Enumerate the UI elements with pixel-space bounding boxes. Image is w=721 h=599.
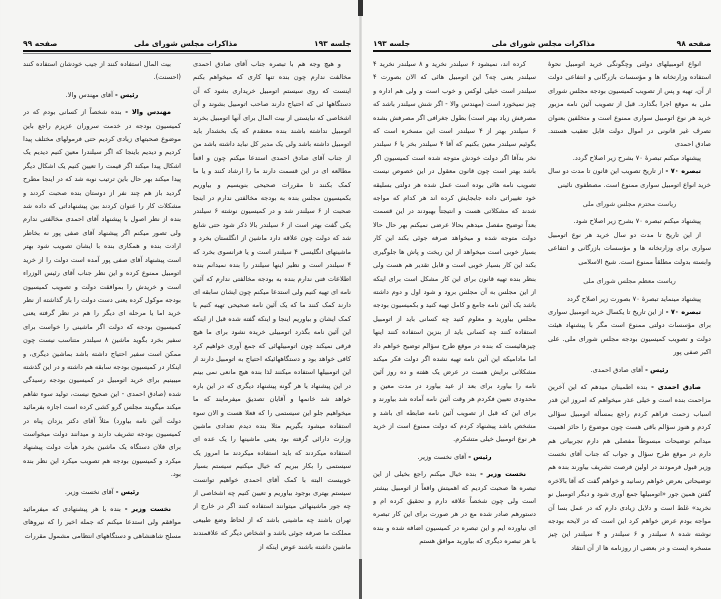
speech-lead: صادق احمدی - [651,382,701,391]
body-paragraph: پیشنهاد میکنم تبصرهٔ ۷۰ بشرح زیر اصلاح گردد. [572,153,701,162]
column-left [373,58,536,559]
speaker-name: رئیس - [115,90,139,99]
text-columns [373,58,711,559]
speaker-call-text: آقای مهندس والا. [65,90,113,99]
speech-text: بنده اطمینان میدهم که این آخرین مزاحمت بنده است و خیلی عذر میخواهم که امروز این قدر اسباب زحمت فراهم کردم راجع بمسأله اتومبیل سؤالی کردم و هنوز سؤالم باقی هست چون موضوع را حائز اهمیت میدانم توضیحات مبسوطاً مفصلی هم دارم تجربیاتی هم دارم در موقع طرح سؤال و جواب که جناب آقای نخست وزیر قبول فرمودند در اولین فرصت تشریف بیاورند بنده هم توضیحاتی بعرض خواهم رسانید و خواهم گفت که آقا بالاخره گفتن همین جور «اتومبیلها جمع آوری شود و دیگر اتومبیل نو نخرید» غلط است و دلایل زیادی دارم که در عمل بسا آن مواجه بودم عرض خواهم کرد این است که در لایحه بودجه نوشته شده ۸ سیلندر و ۶ سیلندر و ۴ سیلندر این چیز مسخره ایست و در بعضی از روزنامه ها از آن انتقاد [548,382,711,552]
header-rule [373,50,711,52]
speaker-call [23,89,181,102]
body-paragraph: و هیچ وجه هم با تبصره جناب آقای صادق احمدی مخالفت ندارم چون بنده تنها کاری که میخواهم بکنم اینست که روی سیستم اتومبیل خریداری بشود که آن دستگاهها ئی که احتیاج دارند صاحب اتومبیل بشوند و آن اشخاصی که نبایستی از بیت المال برای آنها اتومبیل بخرند اتومبیل نداشته باشند بنده معتقدم که یک بخشدار باید اتومبیل داشته باشد ولی یک مدیر کل نباید داشته باشد من از جناب آقای صادق احمدی استدعا میکنم چون و اقعاً مطالعه ای در این قسمت دارند ما را ارشاد کنند و یا ما کمک بکنند تا مقررات صحیحی بنویسیم و بیاوریم بکمیسیون مجلس بنده به بودجه مخالفتی ندارم در اینجا صحبت از ۶ سیلندر شد و در کمیسیون نوشته ۶ سیلندر یکی گفت بهتر است از ۶ سیلندر بالا ذکر شود حتی شایع شد که دولت چون علاقه دارد ماشین از انگلستان بخرد و ماشینهای انگلیسی ۴ سیلندر است و یا فرانسوی بخرد که ۴ سیلندر است و نظیر اینها سیلندر را بنده نمیدانم بنده اطلاعات فنی ندارم بنده به بودجه مخالفتی ندارم که آئین نامه ای تهیه کنیم ولی استدعا میکنم چون ایشان سابقه ای دارند کمک کنند ما که یک آئین نامه صحیحی تهیه کنیم با کمک ایشان و بیاوریم اینجا و اینکه گفته شده قبل از اینکه این آئین نامه بگذرد اتومبیلی خریده نشود برای ما هیچ فرقی نمیکند چون اتومبیلهائی که جمع آوری خواهیم کرد کافی خواهد بود و دستگاههائیکه احتیاج به اتومبیل دارند از این اتومبیلها استفاده میکنند لذا بنده هیچ مانعی نمی بینم در این پیشنهاد یا هر گونه پیشنهاد دیگری که در این باره خواهد شد خانمها و آقایان تصدیق میفرمایند که ما میخواهیم جلو این سیستمی را که فعلا هست و الان سوء استفاده میشود بگیریم مثلا بنده دیدم تعدادی ماشین وزارت دارائی گرفته بود یعنی ماشینها را یک عده ای استفاده میکردند که باید استفاده میکردند ما امروز یک سیستمی را بکار ببریم که خیال میکنیم سیستم بسیار خوبیست البته با کمک آقای احمدی خواهیم توانست سیستم بهتری بوجود بیاوریم و تعیین کنیم چه اشخاصی از چه جور ماشینهائی میتوانند استفاده کنند اگر در خارج از تهران باشند چه ماشینی باشد که از لحاظ وضع طبیعی مملکت ما صرفه جوئی باشد و اشخاص دیگر که علاقمندند ماشین داشته باشند عوض اینکه از [193,60,351,551]
body-paragraph: بیت المال استفاده کنند از جیب خودشان استفاده کنند (احسنت). [23,60,181,82]
page-99 [1,0,361,599]
page-number: صفحه ۹۹ [23,39,58,48]
speech-lead: نخست وزیر - [124,505,171,513]
body-paragraph: پیشنهاد میکنم تبصره ۷۰ بشرح زیر اصلاح شود. [573,217,701,226]
speech-paragraph [23,503,181,543]
spine-mark-top [358,0,363,16]
speaker-call [548,364,711,377]
speech-lead: تبصره ۷۰ - [665,167,701,176]
binding-gutter [359,0,362,599]
speech-text: بنده با هر پیشنهادی که میفرمائید موافقم ولی استدعا میکنم که جمله اخیر را که نیروهای مسلح شاهنشاهی و دستگاههای انتظامی مشمول مقررات [23,505,181,540]
spine-mark-bottom [359,559,362,599]
running-title: مذاکرات مجلس شورای ملی [491,39,595,48]
body-paragraph: انواع اتومبیلهای دولتی وچگونگی خرید اتومبیل نحوهٔ استفاده وزارتخانه ها و مؤسسات بازرگانی و انتفاعی دولت از آن، تهیه و پس از تصویب کمیسیون بودجه مجلس شورای ملی به موقع اجرا بگذارد. قبل از تصویب آئین نامه مزبور خرید هر نوع اتومبیل سواری ممنوع است و متخلفین بعنوان تصرف غیر قانونی در اموال دولت قابل تعقیب هستند. صادق احمدی [548,60,711,149]
speaker-call [373,451,536,464]
body-paragraph: پیشنهاد مینماید تبصرهٔ ۷۰ بصورت زیر اصلاح گردد [567,294,701,303]
speech-lead: مهندس والا - [125,108,171,117]
page-98 [361,0,721,599]
session-number: جلسه ۱۹۳ [373,39,411,48]
header-subrule [23,53,211,54]
speech-paragraph [373,468,536,548]
speech-paragraph [548,165,711,192]
speaker-call-text: آقای نخست وزیر. [64,487,114,496]
speech-text: بنده خیال میکنم راجع بخیلی از این تبصره ها صحبت کردیم که اهمیتش واقعاً از اتومبیل بیشتر است ولی چون شخصاً علاقه دارم و تحقیق کرده ام و دستورهم صادر شده مع در هر صورت برای این کار تبصره ای نیاورده ایم و این تبصره در کمیسیون اضافه شده و بنده با هر تبصره دیگری که بیاورید موافق هستم [373,470,536,546]
speech-paragraph [548,381,711,555]
speech-text: از این تاریخ تا یکسال خرید اتومبیل سواری برای مؤسسات دولتی ممنوع است مگر با پیشنهاد هیئت دولت و تصویب کمیسیون بودجه مجلس شورای ملی. علی اکبر صفی پور [548,307,711,357]
speaker-call-text: آقای نخست وزیر. [417,452,467,461]
column-left [23,58,181,559]
speech-paragraph [23,106,181,481]
speaker-name: رئیس - [645,365,669,374]
body-paragraph: کرده اند، نمیشود ۶ سیلندر نخرید و ۸ سیلندر نخرید ۴ سیلندر یعنی چه؟ این اتومبیل هائی که الان بصورت ۴ سیلندر است خیلی لوکس و خوب است و ولی هم اداره و چیز نمیخورد است (مهندس والا - اگر شش سیلندر باشد که مصرفش زیاد بهتر است) بطول جغرافی اگر مصرفش بشده ۶ سیلندر بهتر از ۴ سیلندر است این مسخره است که بگوئیم سیلندر معین بکنیم که آقا ۴ سیلندر بخر یا ۶ سیلندر نخر بدآقا اگر دولت خودش متوجه شده است کمیسیون اگر باشد بهتر است چون قانون معقول در این خصوص نیست تصویب نامه هائی بوده است عمل شده هر دولتی بسلیقه خود تغییراتی داده جابجایش کرده اند هر کدام که مواجه شدند که مشکلاتی هست و انتیجتاً بهبودند در این قسمت بعداً توضیح مفصل میدهم بحالا عرضی نمیکنم بهر حال حالا دولت متوجه شده و میخواهد صرفه جوئی بکند این کار بسیار خوبی است میخواهد از این ریخت و پاش ها جلوگیری بکند این کار بسیار خوبی است و قابل تقدیر هم هست ولی بنظر بنده تهیه قانون برای این کار مشکل است برای اینکه از این مجلس به آن مجلس برود و شود اول و دوم داشته باشد یک آئین نامه جامع و کامل تهیه کنید و بکمیسیون بودجه مجلس بیاورید و معلوم کنید چه کسانی باید از اتومبیل استفاده کنند چه کسانی باید از بنزین استفاده کنند اینها چیزهائیست که بنده در موقع طرح سؤالم توضیح خواهم داد اما مادامیکه این آئین نامه تهیه نشده اگر دولت فکر میکند مشکلاتی برایش هست در عرض یک هفته و ده روز آئین نامه را بیاورد برای بعد از عید بیاورد در مدت معین و محدودی تعیین فکردم هر وقت آئین نامه آماده شد بیاورند و برای این که قبل از تصویب آئین نامه ضابطه ای باشد و مشخص باشد پیشنهاد کردم که دولت ممنوع است از خرید هر نوع اتومبیل خیلی متشکرم. [373,60,536,444]
session-number: جلسه ۱۹۳ [314,39,351,48]
speech-lead: نخست وزیر - [480,470,526,479]
page-header [373,36,711,48]
speaker-call [23,486,181,499]
address-heading: ریاست محترم مجلس شورای ملی [582,200,677,209]
page-header [23,36,351,48]
column-right [548,58,711,559]
running-title: مذاکرات مجلس شورای ملی [134,39,238,48]
text-columns [23,58,351,559]
address-heading: ریاست معظم مجلس شورای ملی [583,277,676,286]
speech-text: از تاریخ تصویب این قانون تا مدت دو سال خرید انواع اتومبیل سواری ممنوع است. مصطفوی نائینی [548,167,711,189]
header-rule [23,50,351,52]
speaker-name: رئیس - [468,452,492,461]
speech-text: بنده شخصاً از کسانی بودم که در کمیسیون بودجه در خدمت سروران عزیزم راجع باین موضوع صحبتهای زیادی کردیم حتی فرمولهای مختلف پیدا کردیم و دیدیم باینجا که اگر سیلندرا معین کنیم دیدیم یک اشکال پیدا میکند اگر قیمت را تعیین کنیم یک اشکال دیگر پیدا میکند بهر حال باین ترتیب نوبه شد که در اینجا مطرح گردید باز هم چند نفر از دوستان بنده صحبت کردند و مشکلات کار را عنوان کردند بین پیشنهاداتی که داده شد بنده از نظر اصول با پیشنهاد آقای احمدی مخالفتی ندارم ولی تصور میکنم اگر پیشنهاد آقای صفی پور نه بخاطر ارادت بنده و همکاری بنده با ایشان تصویب شود بهتر است پیشنهاد آقای صفی پور آمده است دولت را از خرید اتومبیل ممنوع کرده و این نظر جناب آقای رئیس الوزراء است و خریدش را بموافقت دولت و تصویب کمیسیون بودجه موکول کرده یعنی دست دولت را باز گذاشته از نظر خرید اما یا مرحله ای دیگر را هم در نظر گرفته یعنی کمیسیون بودجه که دولت اگر ماشینی را خواست برای سفیر بخرد بگوید ماشین ۸ سیلندر متناسب نیست چون ممکن است سفیر احتیاج داشته باشد بماشین دیگری، و اینکار در کمیسیون بودجه سابقه هم داشته و در این گذشته میبینیم برای خرید اتومبیل در کمیسیون بودجه رسیدگی شده (صادق احمدی - این صحیح نیست، تولید سوء تفاهم میکند میگویند مجلس گرو کشی کرده است اجازه بفرمائید دولت آئین نامه بیاورد) مثلاً آقای دکتر یزدان پناه در کمیسیون بودجه تشریف دارند و میدانند دولت میخواست برای فلان دستگاه یک ماشین بخرد هیأت دولت پیشنهاد میکرد و کمیسیون بودجه هم تصویب میکرد این نظر بنده بود. [23,108,181,479]
speaker-call-text: آقای صادق احمدی. [590,365,643,374]
speech-paragraph [548,306,711,360]
column-right [193,58,351,559]
speaker-name: رئیس - [115,487,140,496]
body-paragraph: از این تاریخ تا مدت دو سال خرید هر نوع اتومبیل سواری برای وزارتخانه ها و مؤسسات بازرگانی و انتفاعی وابسته بدولت مطلقاً ممنوع است. شیخ الاسلامی [548,230,711,266]
speech-lead: تبصره ۷۰ - [665,307,701,316]
page-number: صفحه ۹۸ [676,39,711,48]
